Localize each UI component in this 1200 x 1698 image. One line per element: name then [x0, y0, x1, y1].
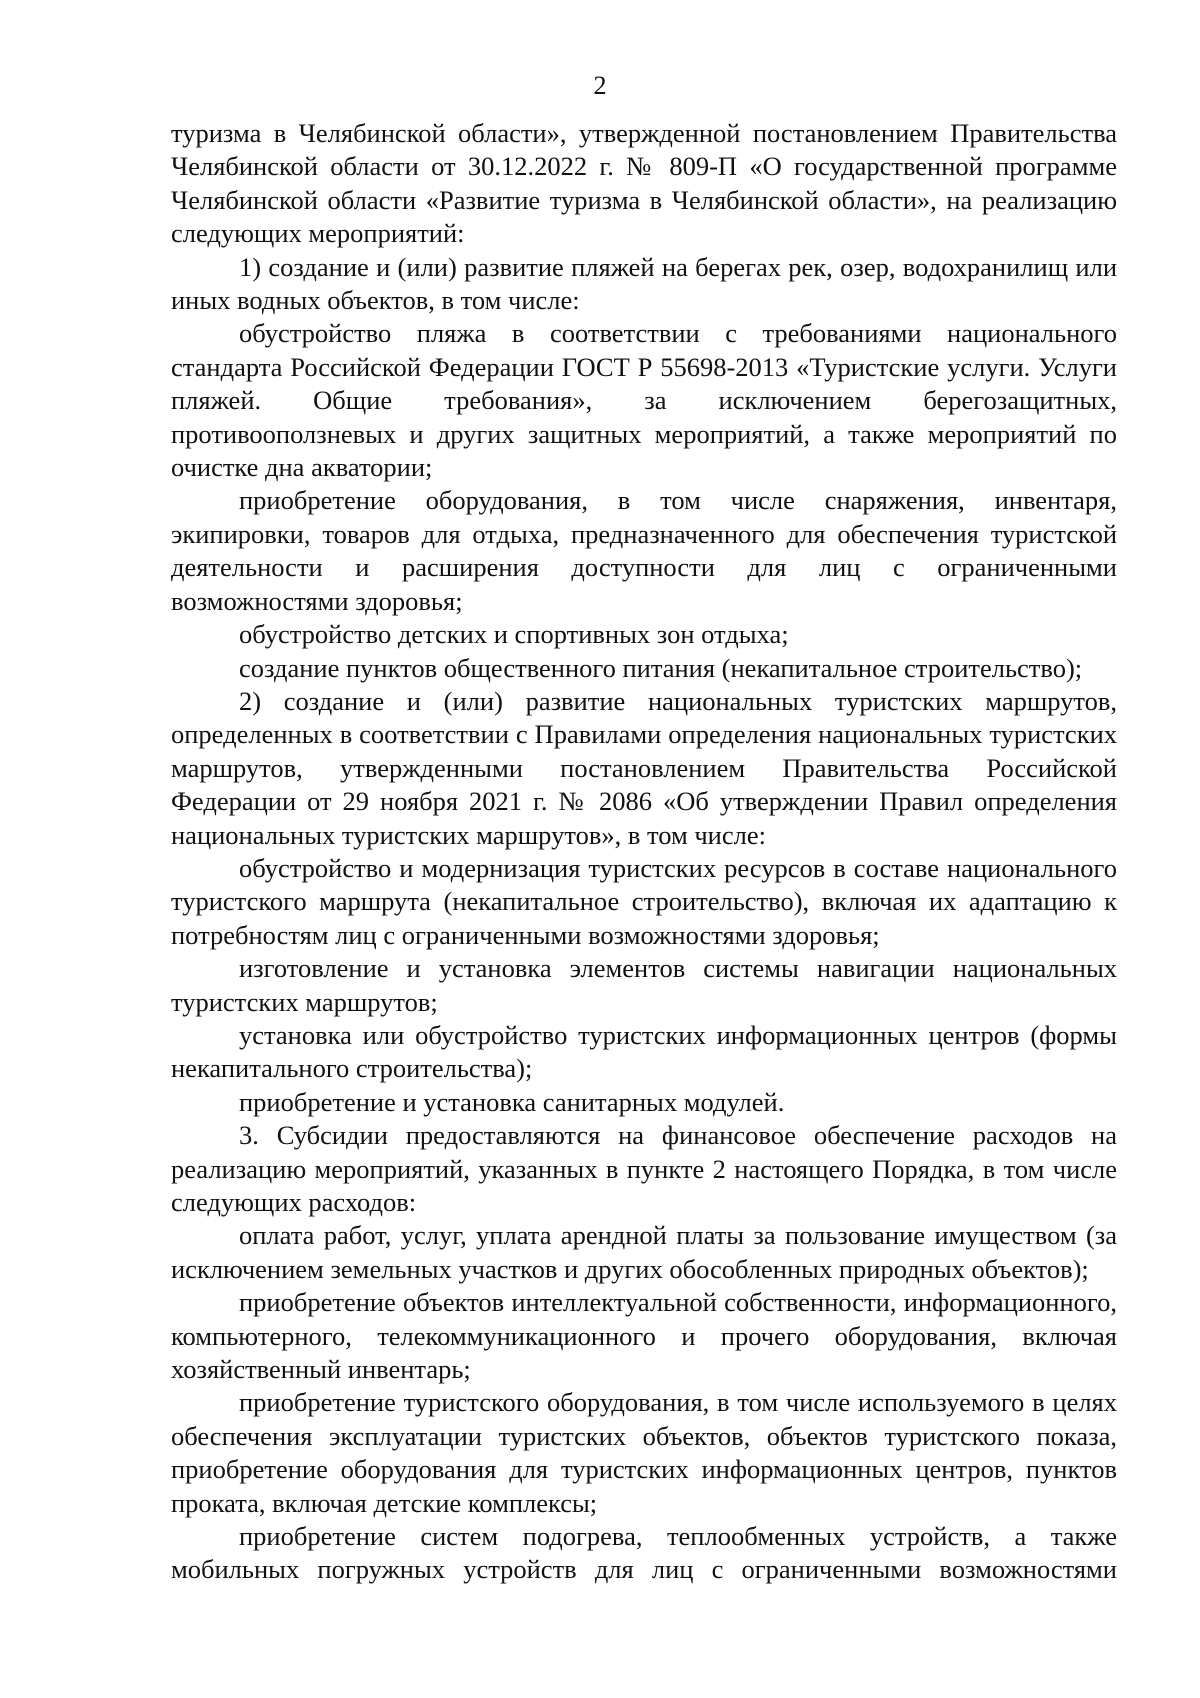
paragraph-navigation-system: изготовление и установка элементов системы навигации национальных туристских маршрутов; — [171, 953, 1117, 1017]
paragraph-catering-points: создание пунктов общественного питания (некапитальное строительство); — [239, 652, 1083, 683]
document-body — [171, 117, 1117, 1587]
paragraph-equipment-purchase: приобретение оборудования, в том числе снаряжения, инвентаря, экипировки, товаров для отдыха, предназначенного для обеспечения туристской деятельности и расширения доступности для лиц с ограниченными возможностями здоровья; — [171, 485, 1117, 616]
paragraph-info-centers: установка или обустройство туристских информационных центров (формы некапитального строительства); — [171, 1019, 1117, 1084]
paragraph-resources-modernization: обустройство и модернизация туристских ресурсов в составе национального туристского маршрута (некапитальное строительство), включая их адаптацию к потребностям лиц с ограниченными возможностями здоровья; — [171, 852, 1117, 950]
paragraph-tourist-equipment: приобретение туристского оборудования, в том числе используемого в целях обеспечения эксплуатации туристских объектов, объектов туристского показа, приобретение оборудования для туристских информационных центров, пунктов проката, включая детские комплексы; — [171, 1387, 1117, 1518]
paragraph-works-services-payment: оплата работ, услуг, уплата арендной платы за пользование имуществом (за исключением земельных участков и других обособленных природных объектов); — [171, 1220, 1117, 1284]
paragraph-ip-equipment-purchase: приобретение объектов интеллектуальной собственности, информационного, компьютерного, телекоммуникационного и прочего оборудования, включая хозяйственный инвентарь; — [171, 1287, 1117, 1385]
paragraph-sanitary-modules: приобретение и установка санитарных модулей. — [239, 1086, 785, 1117]
paragraph-item-3-subsidies: 3. Субсидии предоставляются на финансовое обеспечение расходов на реализацию мероприятий, указанных в пункте 2 настоящего Порядка, в том числе следующих расходов: — [171, 1120, 1117, 1217]
paragraph-beach-arrangement: обустройство пляжа в соответствии с требованиями национального стандарта Российской Федерации ГОСТ Р 55698-2013 «Туристские услуги. Услуги пляжей. Общие требования», за исключением берегозащитных, противооползневых и других защитных мероприятий, а также мероприятий по очистке дна акватории; — [171, 318, 1117, 483]
paragraph-item-2-routes: 2) создание и (или) развитие национальных туристских маршрутов, определенных в соответствии с Правилами определения национальных туристских маршрутов, утвержденными постановлением Правительства Российской Федерации от 29 ноября 2021 г. № 2086 «Об утверждении Правил определения национальных туристских маршрутов», в том числе: — [171, 685, 1117, 850]
paragraph-item-1-beaches: 1) создание и (или) развитие пляжей на берегах рек, озер, водохранилищ или иных водных объектов, в том числе: — [171, 251, 1117, 316]
paragraph-recreation-zones: обустройство детских и спортивных зон отдыха; — [239, 619, 789, 650]
paragraph-intro-continuation: туризма в Челябинской области», утвержденной постановлением Правительства Челябинской области от 30.12.2022 г. № 809-П «О государственной программе Челябинской области «Развитие туризма в Челябинской области», на реализацию следующих мероприятий: — [171, 118, 1117, 249]
page-number: 2 — [593, 71, 607, 100]
paragraph-heating-systems: приобретение систем подогрева, теплообменных устройств, а также мобильных погружных устройств для лиц с ограниченными возможностями — [171, 1521, 1117, 1585]
